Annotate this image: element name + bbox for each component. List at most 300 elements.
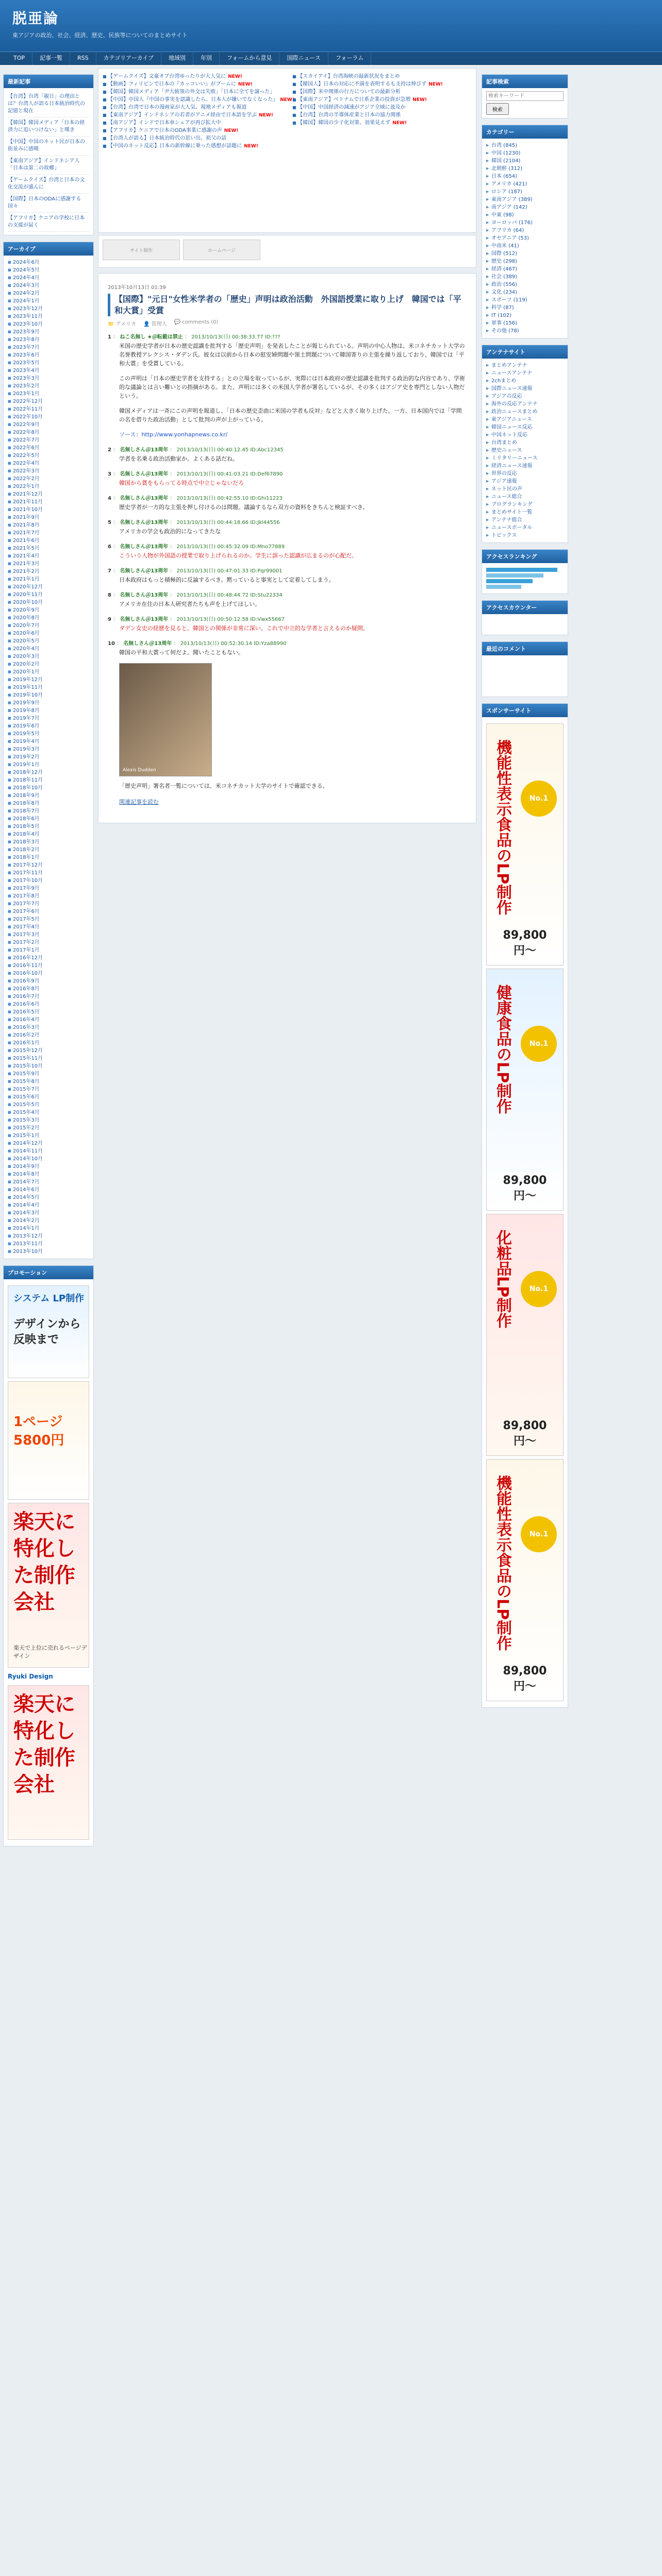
- ad-system-lp[interactable]: [8, 1285, 89, 1378]
- headline-item[interactable]: [103, 80, 287, 88]
- top-banner-ad-1[interactable]: サイト制作: [103, 240, 180, 260]
- recent-post-link[interactable]: 【国際】日本のODAに感謝する国々: [8, 194, 89, 213]
- antenna-link[interactable]: ▶ アンテナ総合: [486, 516, 564, 524]
- access-ranking-title: アクセスランキング: [482, 550, 568, 563]
- headline-text[interactable]: 【中国のネット反応】日本の新幹線に乗った感想が話題に: [108, 143, 242, 149]
- archive-link[interactable]: ■ 2019年12月: [8, 676, 89, 684]
- response-number: 2: [108, 447, 111, 453]
- archive-link[interactable]: ■ 2014年6月: [8, 1186, 89, 1194]
- archive-link[interactable]: ■ 2014年4月: [8, 1201, 89, 1209]
- archive-link[interactable]: ■ 2015年1月: [8, 1132, 89, 1140]
- headline-text[interactable]: 【スカイアイ】台湾海峡の最新状況をまとめ: [297, 74, 400, 79]
- archive-link[interactable]: ■ 2020年11月: [8, 591, 89, 599]
- archive-link[interactable]: ■ 2017年4月: [8, 923, 89, 931]
- archive-link[interactable]: ■ 2014年11月: [8, 1147, 89, 1155]
- new-badge: NEW!: [392, 121, 407, 126]
- category-link[interactable]: ▶ その他 (78): [486, 327, 564, 335]
- archive-link[interactable]: ■ 2022年9月: [8, 421, 89, 429]
- antenna-box: [482, 345, 568, 543]
- archive-link[interactable]: ■ 2019年9月: [8, 699, 89, 707]
- archive-link[interactable]: ■ 2018年5月: [8, 823, 89, 831]
- ad-rakuten-2[interactable]: [8, 1685, 89, 1840]
- archive-link[interactable]: ■ 2015年6月: [8, 1093, 89, 1101]
- access-counter-body: [482, 614, 568, 635]
- archive-link[interactable]: ■ 2019年7月: [8, 715, 89, 722]
- headline-item[interactable]: [292, 73, 472, 80]
- response-meta: 2013/10/13(日) 00:40:12.45 ID:Abc12345: [176, 447, 284, 453]
- archive-link[interactable]: ■ 2023年11月: [8, 313, 89, 320]
- response-header: 4 ： 名無しさん＠13周年 ： 2013/10/13(日) 00:42:55.10 ID:Ghi11223: [108, 496, 283, 501]
- headline-item[interactable]: [103, 134, 287, 142]
- antenna-link[interactable]: ▶ 世界の反応: [486, 470, 564, 478]
- archive-link[interactable]: ■ 2023年4月: [8, 367, 89, 375]
- archive-link[interactable]: ■ 2014年10月: [8, 1155, 89, 1163]
- archive-link[interactable]: ■ 2023年7月: [8, 344, 89, 351]
- access-counter-title: アクセスカウンター: [482, 601, 568, 614]
- archive-link[interactable]: ■ 2016年7月: [8, 993, 89, 1001]
- response-body: ダデン女史の経歴を見ると、韓国との関係が非常に深い。これで中立的な学者と言えるのか疑問。: [119, 625, 369, 632]
- ad-rakuten-2-text: 楽天に特化した制作会社: [13, 1692, 75, 1797]
- archive-link[interactable]: ■ 2021年3月: [8, 560, 89, 568]
- headline-text[interactable]: 【韓国】韓国の少子化対策、効果見えず: [297, 120, 391, 126]
- archive-link[interactable]: ■ 2015年7月: [8, 1086, 89, 1093]
- response-header: 5 ： 名無しさん＠13周年 ： 2013/10/13(日) 00:44:18.66 ID:Jkl44556: [108, 520, 280, 526]
- category-link[interactable]: ▶ 経済 (467): [486, 265, 564, 273]
- archive-link[interactable]: ■ 2015年10月: [8, 1062, 89, 1070]
- category-link[interactable]: ▶ 歴史 (298): [486, 258, 564, 265]
- archive-link[interactable]: ■ 2017年10月: [8, 877, 89, 885]
- archive-link[interactable]: ■ 2017年3月: [8, 931, 89, 939]
- archive-link[interactable]: ■ 2014年8月: [8, 1171, 89, 1178]
- archive-link[interactable]: ■ 2021年12月: [8, 490, 89, 498]
- top-ad-area: [98, 235, 476, 268]
- antenna-link[interactable]: ▶ 経済ニュース速報: [486, 462, 564, 470]
- nav-item[interactable]: フォーラム: [328, 52, 371, 65]
- category-link[interactable]: ▶ アメリカ (421): [486, 180, 564, 188]
- archive-link[interactable]: ■ 2015年9月: [8, 1070, 89, 1078]
- nav-item[interactable]: 年別: [193, 52, 220, 65]
- sponsor-ad-1[interactable]: [486, 723, 564, 965]
- archive-link[interactable]: ■ 2021年11月: [8, 498, 89, 506]
- archive-link[interactable]: ■ 2024年6月: [8, 259, 89, 266]
- headline-text[interactable]: 【動画】フィリピンで日本の『カッコいい』がブームに: [108, 81, 236, 87]
- nav-item[interactable]: RSS: [70, 52, 96, 65]
- folder-icon: 📁: [108, 321, 116, 327]
- archive-link[interactable]: ■ 2018年11月: [8, 776, 89, 784]
- archive-link[interactable]: ■ 2021年1月: [8, 575, 89, 583]
- archive-link[interactable]: ■ 2014年9月: [8, 1163, 89, 1171]
- sponsor-ad-2-price: 89,800円〜: [503, 1174, 547, 1202]
- headline-text[interactable]: 【韓国人】日本の対応に不満を表明するも支持は伸びず: [297, 81, 427, 87]
- response-body: 歴史学者が一方的な主張を押し付けるのは問題。議論するなら双方の資料をきちんと検証すべき。: [119, 504, 369, 511]
- headline-text[interactable]: 【ゲームクイズ】文豪オブ台湾ゆったりが大人気に: [108, 74, 226, 79]
- headline-list-left: [103, 73, 294, 150]
- archive-link[interactable]: ■ 2016年3月: [8, 1024, 89, 1031]
- archive-link[interactable]: ■ 2020年2月: [8, 660, 89, 668]
- headline-text[interactable]: 【台湾】台湾で日本の漫画家が大人気、現地メディアも報道: [108, 105, 247, 110]
- category-link[interactable]: ▶ IT (102): [486, 312, 564, 319]
- archive-link[interactable]: ■ 2017年2月: [8, 939, 89, 946]
- headline-text[interactable]: 【韓国】韓国メディア「尹大統領の外交は失敗」「日本に全てを譲った」: [108, 89, 275, 95]
- archive-link[interactable]: ■ 2023年2月: [8, 382, 89, 390]
- category-link[interactable]: ▶ 中南米 (41): [486, 242, 564, 250]
- antenna-link[interactable]: ▶ ニュースポータル: [486, 524, 564, 532]
- antenna-link[interactable]: ▶ ニュースアンテナ: [486, 369, 564, 377]
- recent-comments-body: [482, 655, 568, 697]
- headline-text[interactable]: 【国際】米中関係の行方についての最新分析: [297, 89, 401, 95]
- archive-link[interactable]: ■ 2022年3月: [8, 467, 89, 475]
- response-name: 名無しさん＠13周年: [120, 544, 169, 550]
- archive-link[interactable]: ■ 2022年7月: [8, 436, 89, 444]
- sponsor-ad-3[interactable]: [486, 1214, 564, 1456]
- recent-post-link[interactable]: 【アフリカ】ケニアの学校に日本の支援が届く: [8, 213, 89, 232]
- headline-item[interactable]: [103, 96, 294, 104]
- headline-item[interactable]: [292, 88, 472, 96]
- archive-link[interactable]: ■ 2013年11月: [8, 1240, 89, 1248]
- archive-link[interactable]: ■ 2015年4月: [8, 1109, 89, 1116]
- new-badge: NEW!: [259, 113, 273, 118]
- archive-link[interactable]: ■ 2023年9月: [8, 328, 89, 336]
- archive-link[interactable]: ■ 2016年8月: [8, 985, 89, 993]
- headline-text[interactable]: 【アフリカ】ケニアで日本のODA事業に感謝の声: [108, 128, 222, 133]
- response-meta: 2013/10/13(日) 00:45:32.09 ID:Mno77889: [176, 544, 285, 550]
- antenna-link[interactable]: ▶ ネット民の声: [486, 485, 564, 493]
- archive-link[interactable]: ■ 2014年1月: [8, 1225, 89, 1232]
- response-header: 6 ： 名無しさん＠13周年 ： 2013/10/13(日) 00:45:32.09 ID:Mno77889: [108, 544, 285, 550]
- access-bar: [486, 568, 557, 572]
- archive-link[interactable]: ■ 2018年12月: [8, 769, 89, 776]
- archive-link[interactable]: ■ 2015年2月: [8, 1124, 89, 1132]
- new-badge: NEW!: [228, 74, 242, 79]
- archive-link[interactable]: ■ 2019年4月: [8, 738, 89, 745]
- related-link[interactable]: 関連記事を読む: [119, 799, 159, 805]
- archive-link[interactable]: ■ 2019年2月: [8, 753, 89, 761]
- archive-link[interactable]: ■ 2018年7月: [8, 807, 89, 815]
- archive-link[interactable]: ■ 2017年7月: [8, 900, 89, 908]
- headline-item[interactable]: [103, 119, 287, 127]
- sponsor-ad-2[interactable]: [486, 969, 564, 1211]
- nav-item[interactable]: 記事一覧: [32, 52, 70, 65]
- archive-link[interactable]: ■ 2024年1月: [8, 297, 89, 305]
- category-link[interactable]: ▶ 中国 (1230): [486, 149, 564, 157]
- search-input[interactable]: [486, 91, 564, 101]
- nav-item[interactable]: 地域別: [161, 52, 193, 65]
- antenna-link[interactable]: ▶ 政治ニュースまとめ: [486, 408, 564, 416]
- headline-item[interactable]: [103, 104, 287, 111]
- response-number: 5: [108, 520, 111, 526]
- user-icon: 👤: [143, 321, 152, 327]
- response-body: この声明は「日本の歴史学者を支持する」との立場を取っているが、実際には日本政府の歴史認識を批判する政治的な内容であり、学術的な議論とは言い難いとの指摘がある。また、声明には多くの米国人学者が署名しているが、その多くはアジア史を専門としない人物だという。: [119, 375, 465, 399]
- response-header: 9 ： 名無しさん＠13周年 ： 2013/10/13(日) 00:50:12.58 ID:Vwx55667: [108, 617, 285, 622]
- response-name: 名無しさん＠13周年: [120, 471, 169, 477]
- archive-link[interactable]: ■ 2024年4月: [8, 274, 89, 282]
- archive-link[interactable]: ■ 2021年6月: [8, 537, 89, 545]
- category-link[interactable]: ▶ ヨーロッパ (176): [486, 219, 564, 227]
- archive-link[interactable]: ■ 2020年12月: [8, 583, 89, 591]
- archive-link[interactable]: ■ 2017年8月: [8, 892, 89, 900]
- archive-link[interactable]: ■ 2014年2月: [8, 1217, 89, 1225]
- ad-system-lp-text: システム LP制作: [13, 1293, 85, 1304]
- antenna-link[interactable]: ▶ 歴史ニュース: [486, 447, 564, 454]
- archive-link[interactable]: ■ 2015年11月: [8, 1055, 89, 1062]
- archive-link[interactable]: ■ 2018年2月: [8, 846, 89, 854]
- archive-link[interactable]: ■ 2014年3月: [8, 1209, 89, 1217]
- archive-link[interactable]: ■ 2020年7月: [8, 622, 89, 630]
- response: [108, 332, 467, 368]
- antenna-link[interactable]: ▶ ミリタリーニュース: [486, 454, 564, 462]
- article-meta: [108, 319, 467, 327]
- category-link[interactable]: ▶ 韓国 (2104): [486, 157, 564, 165]
- archive-link[interactable]: ■ 2015年12月: [8, 1047, 89, 1055]
- headline-item[interactable]: [292, 104, 472, 111]
- archive-link[interactable]: ■ 2016年4月: [8, 1016, 89, 1024]
- archive-link[interactable]: ■ 2020年4月: [8, 645, 89, 653]
- archive-link[interactable]: ■ 2022年8月: [8, 429, 89, 436]
- response-meta: 2013/10/13(日) 00:41:03.21 ID:Def67890: [176, 471, 283, 477]
- response-body: 韓国メディアは一斉にこの声明を報道し、「日本の歴史歪曲に米国の学者も反対」などと大きく取り上げた。一方、日本国内では「学問の名を借りた政治活動」として批判の声が上がっている。: [119, 408, 462, 423]
- archive-link[interactable]: ■ 2018年6月: [8, 815, 89, 823]
- antenna-link[interactable]: ▶ 台湾まとめ: [486, 439, 564, 447]
- archive-link[interactable]: ■ 2018年10月: [8, 784, 89, 792]
- archive-link[interactable]: ■ 2023年5月: [8, 359, 89, 367]
- category-link[interactable]: ▶ 南アジア (142): [486, 204, 564, 211]
- ad-page-price[interactable]: [8, 1381, 89, 1500]
- response-number: 8: [108, 592, 111, 598]
- category-link[interactable]: ▶ 科学 (87): [486, 304, 564, 312]
- archive-link[interactable]: ■ 2020年1月: [8, 668, 89, 676]
- response-number: 1: [108, 334, 111, 340]
- archive-link[interactable]: ■ 2022年10月: [8, 413, 89, 421]
- response-body: アメリカ在住の日本人研究者たちも声を上げてほしい。: [119, 601, 261, 607]
- response-meta: 2013/10/13(日) 00:52:30.14 ID:Yza88990: [180, 641, 287, 647]
- archive-link[interactable]: ■ 2018年1月: [8, 854, 89, 861]
- response-name: 名無しさん＠13周年: [120, 447, 169, 453]
- archive-link[interactable]: ■ 2021年9月: [8, 514, 89, 521]
- recent-post-link[interactable]: 【韓国】韓国メディア「日本の経済力に追いつけない」と嘆き: [8, 117, 89, 137]
- archive-link[interactable]: ■ 2014年12月: [8, 1140, 89, 1147]
- category-link[interactable]: ▶ 文化 (234): [486, 289, 564, 296]
- comments-link[interactable]: 💬 comments (0): [174, 319, 219, 325]
- category-link[interactable]: ▶ ロシア (187): [486, 188, 564, 196]
- archive-link[interactable]: ■ 2013年10月: [8, 1248, 89, 1256]
- response-number: 6: [108, 544, 111, 550]
- category-link[interactable]: ▶ 台湾 (845): [486, 142, 564, 149]
- response-header: 10 ： 名無しさん＠13周年 ： 2013/10/13(日) 00:52:30.14 ID:Yza88990: [108, 641, 287, 647]
- antenna-link[interactable]: ▶ アジア速報: [486, 478, 564, 485]
- archive-link[interactable]: ■ 2019年10月: [8, 691, 89, 699]
- archive-link[interactable]: ■ 2019年8月: [8, 707, 89, 715]
- headline-text[interactable]: 【台湾】台湾の半導体産業と日本の協力関係: [297, 112, 401, 118]
- archive-link[interactable]: ■ 2018年4月: [8, 831, 89, 838]
- headline-item[interactable]: [103, 142, 287, 150]
- archive-link[interactable]: ■ 2024年3月: [8, 282, 89, 290]
- archive-link[interactable]: ■ 2024年5月: [8, 266, 89, 274]
- archive-link[interactable]: ■ 2017年11月: [8, 869, 89, 877]
- antenna-link[interactable]: ▶ ニュース総合: [486, 493, 564, 501]
- archive-link[interactable]: ■ 2016年5月: [8, 1008, 89, 1016]
- archive-link[interactable]: ■ 2020年3月: [8, 653, 89, 660]
- nav-item[interactable]: カテゴリアーカイブ: [96, 52, 161, 65]
- nav-item[interactable]: フォームから意見: [220, 52, 279, 65]
- archive-link[interactable]: ■ 2023年1月: [8, 390, 89, 398]
- category-link[interactable]: ▶ スポーツ (119): [486, 296, 564, 304]
- archive-link[interactable]: ■ 2024年2月: [8, 290, 89, 297]
- archive-link[interactable]: ■ 2022年11月: [8, 405, 89, 413]
- archive-link[interactable]: ■ 2016年9月: [8, 977, 89, 985]
- archive-link[interactable]: ■ 2019年6月: [8, 722, 89, 730]
- site-title[interactable]: 脱亜論: [12, 10, 59, 27]
- archive-link[interactable]: ■ 2019年11月: [8, 684, 89, 691]
- archive-link[interactable]: ■ 2017年12月: [8, 861, 89, 869]
- ad-rakuten-1[interactable]: [8, 1503, 89, 1668]
- antenna-link[interactable]: ▶ 東アジアニュース: [486, 416, 564, 423]
- recent-post-link[interactable]: 【東南アジア】インドネシア人「日本は第二の故郷」: [8, 156, 89, 175]
- headline-item[interactable]: [103, 111, 287, 119]
- archive-link[interactable]: ■ 2015年3月: [8, 1116, 89, 1124]
- antenna-link[interactable]: ▶ 2chまとめ: [486, 377, 564, 385]
- recent-post-link[interactable]: 【台湾】台湾「親日」の理由とは？台湾人が語る日本統治時代の記憶と現在: [8, 91, 89, 117]
- search-button[interactable]: 検索: [486, 103, 509, 115]
- archive-link[interactable]: ■ 2023年3月: [8, 375, 89, 382]
- headline-text[interactable]: 【中国】中国人『中国の事実を認識したら、日本人が嫌いでなくなった』: [108, 97, 278, 103]
- archive-link[interactable]: ■ 2019年1月: [8, 761, 89, 769]
- archive-link[interactable]: ■ 2023年10月: [8, 320, 89, 328]
- recent-post-link[interactable]: 【中国】中国のネット民が日本の街並みに感嘆: [8, 137, 89, 156]
- archive-link[interactable]: ■ 2016年1月: [8, 1039, 89, 1047]
- category-link[interactable]: ▶ 中東 (98): [486, 211, 564, 219]
- top-banner-ad-2[interactable]: ホームページ: [183, 240, 260, 260]
- archive-link[interactable]: ■ 2021年4月: [8, 552, 89, 560]
- antenna-link[interactable]: ▶ まとめサイト一覧: [486, 509, 564, 516]
- headline-item[interactable]: [292, 80, 472, 88]
- headline-text[interactable]: 【南アジア】インドで日本車シェアが再び拡大中: [108, 120, 221, 126]
- archive-link[interactable]: ■ 2021年8月: [8, 521, 89, 529]
- category-link[interactable]: ▶ 政治 (556): [486, 281, 564, 289]
- archive-link[interactable]: ■ 2020年10月: [8, 599, 89, 606]
- archive-link[interactable]: ■ 2021年5月: [8, 545, 89, 552]
- category-link[interactable]: ▶ 日本 (654): [486, 173, 564, 180]
- archive-list: [4, 256, 93, 1259]
- archive-link[interactable]: ■ 2021年10月: [8, 506, 89, 514]
- archive-link[interactable]: ■ 2014年5月: [8, 1194, 89, 1201]
- headline-text[interactable]: 【東南アジア】インドネシアの若者がアニメ経由で日本語を学ぶ: [108, 112, 257, 118]
- archive-link[interactable]: ■ 2022年6月: [8, 444, 89, 452]
- archive-link[interactable]: ■ 2020年9月: [8, 606, 89, 614]
- antenna-link[interactable]: ▶ アジアの反応: [486, 393, 564, 400]
- antenna-link[interactable]: ▶ まとめアンテナ: [486, 362, 564, 369]
- archive-link[interactable]: ■ 2022年12月: [8, 398, 89, 405]
- headline-item[interactable]: [292, 119, 472, 127]
- headline-item[interactable]: [103, 127, 287, 134]
- archive-link[interactable]: ■ 2015年5月: [8, 1101, 89, 1109]
- nav-item[interactable]: TOP: [6, 52, 32, 65]
- access-counter-box: [482, 600, 568, 635]
- category-link[interactable]: 📁 アメリカ: [108, 321, 136, 327]
- antenna-link[interactable]: ▶ 国際ニュース速報: [486, 385, 564, 393]
- response: [108, 494, 467, 512]
- archive-link[interactable]: ■ 2017年1月: [8, 946, 89, 954]
- sponsor-ad-4[interactable]: [486, 1459, 564, 1701]
- archive-link[interactable]: ■ 2022年1月: [8, 483, 89, 490]
- sponsor-ad-1-badge: No.1: [521, 781, 557, 817]
- archive-link[interactable]: ■ 2019年5月: [8, 730, 89, 738]
- archive-link[interactable]: ■ 2020年5月: [8, 637, 89, 645]
- headline-text[interactable]: 【台湾人が語る】日本統治時代の思い出、祖父の話: [108, 135, 227, 141]
- archive-link[interactable]: ■ 2022年2月: [8, 475, 89, 483]
- archive-link[interactable]: ■ 2013年12月: [8, 1232, 89, 1240]
- headline-item[interactable]: [292, 111, 472, 119]
- site-description: 東アジアの政治、社会、経済、歴史、民族等についてのまとめサイト: [12, 32, 188, 39]
- archive-title: アーカイブ: [4, 242, 93, 256]
- category-link[interactable]: ▶ 国際 (512): [486, 250, 564, 258]
- archive-link[interactable]: ■ 2019年3月: [8, 745, 89, 753]
- antenna-link[interactable]: ▶ 中国ネット反応: [486, 431, 564, 439]
- archive-link[interactable]: ■ 2023年8月: [8, 336, 89, 344]
- archive-link[interactable]: ■ 2016年12月: [8, 954, 89, 962]
- archive-link[interactable]: ■ 2022年4月: [8, 460, 89, 467]
- promotion-box: [3, 1265, 94, 1846]
- antenna-link[interactable]: ▶ トピックス: [486, 532, 564, 539]
- archive-link[interactable]: ■ 2023年6月: [8, 351, 89, 359]
- category-link[interactable]: ▶ アフリカ (64): [486, 227, 564, 234]
- archive-link[interactable]: ■ 2016年11月: [8, 962, 89, 970]
- portrait-photo: [119, 663, 212, 776]
- response-name: 名無しさん＠13周年: [123, 641, 172, 647]
- archive-link[interactable]: ■ 2020年6月: [8, 630, 89, 637]
- category-link[interactable]: ▶ 社会 (389): [486, 273, 564, 281]
- archive-link[interactable]: ■ 2015年8月: [8, 1078, 89, 1086]
- archive-link[interactable]: ■ 2020年8月: [8, 614, 89, 622]
- headline-item[interactable]: [103, 73, 287, 80]
- archive-link[interactable]: ■ 2021年2月: [8, 568, 89, 575]
- nav-item[interactable]: 国際ニュース: [279, 52, 328, 65]
- archive-link[interactable]: ■ 2016年10月: [8, 970, 89, 977]
- antenna-link[interactable]: ▶ ブログランキング: [486, 501, 564, 509]
- archive-link[interactable]: ■ 2016年6月: [8, 1001, 89, 1008]
- category-link[interactable]: ▶ 北朝鮮 (312): [486, 165, 564, 173]
- antenna-link[interactable]: ▶ 海外の反応アンテナ: [486, 400, 564, 408]
- category-link[interactable]: ▶ オセアニア (53): [486, 234, 564, 242]
- category-link[interactable]: ▶ 軍事 (156): [486, 319, 564, 327]
- global-nav: [0, 52, 662, 65]
- access-ranking-box: [482, 549, 568, 594]
- response: [108, 374, 467, 400]
- archive-link[interactable]: ■ 2022年5月: [8, 452, 89, 460]
- headline-item[interactable]: [103, 88, 287, 96]
- recent-post-link[interactable]: 【ゲームクイズ】台湾と日本の文化交流が盛んに: [8, 175, 89, 194]
- archive-link[interactable]: ■ 2016年2月: [8, 1031, 89, 1039]
- archive-link[interactable]: ■ 2018年9月: [8, 792, 89, 800]
- category-link[interactable]: ▶ 東南アジア (389): [486, 196, 564, 204]
- archive-link[interactable]: ■ 2021年7月: [8, 529, 89, 537]
- archive-link[interactable]: ■ 2023年12月: [8, 305, 89, 313]
- archive-link[interactable]: ■ 2018年3月: [8, 838, 89, 846]
- archive-link[interactable]: ■ 2017年9月: [8, 885, 89, 892]
- archive-link[interactable]: ■ 2017年6月: [8, 908, 89, 916]
- article-title[interactable]: 【国際】"元日"女性米学者の「歴史」声明は政治活動 外国語授業に取り上げ 韓国では「平和大賞」受賞: [108, 294, 467, 316]
- response-name: 名無しさん＠13周年: [120, 568, 169, 574]
- archive-link[interactable]: ■ 2014年7月: [8, 1178, 89, 1186]
- antenna-link[interactable]: ▶ 韓国ニュース反応: [486, 423, 564, 431]
- headline-text[interactable]: 【中国】中国経済の減速がアジア全域に波及か: [297, 105, 406, 110]
- comment-icon: 💬: [174, 319, 183, 325]
- headline-text[interactable]: 【東南アジア】ベトナムで日系企業の投資が急増: [297, 97, 411, 103]
- archive-link[interactable]: ■ 2018年8月: [8, 800, 89, 807]
- response-name: 名無しさん＠13周年: [120, 617, 169, 622]
- headline-item[interactable]: [292, 96, 472, 104]
- recent-posts-list: [4, 88, 93, 235]
- archive-link[interactable]: ■ 2017年5月: [8, 916, 89, 923]
